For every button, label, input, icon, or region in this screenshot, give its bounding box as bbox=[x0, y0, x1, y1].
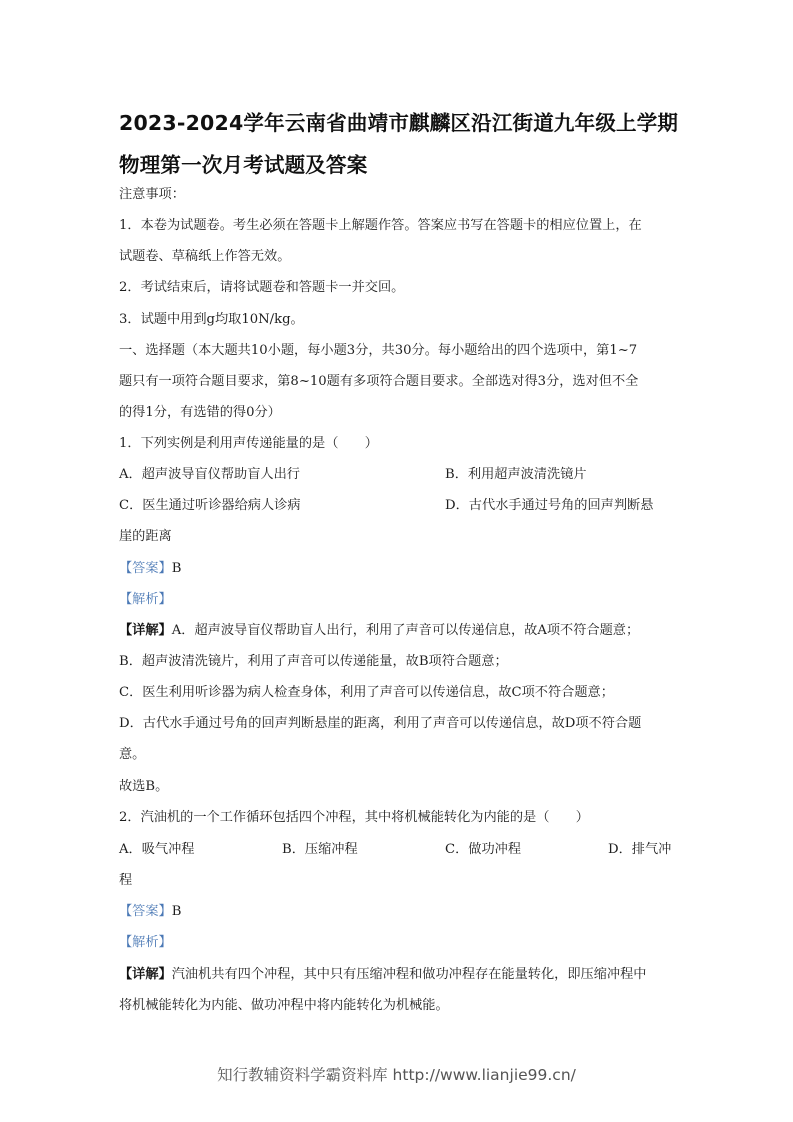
question-1-detail: 意。 bbox=[119, 747, 146, 762]
question-2-answer bbox=[119, 903, 679, 921]
notice-heading: 注意事项： bbox=[119, 187, 185, 202]
detail-text: A．超声波导盲仪帮助盲人出行，利用了声音可以传递信息，故A项不符合题意； bbox=[171, 623, 640, 638]
question-2-option-a: A．吸气冲程 bbox=[119, 842, 195, 857]
question-2-stem: 2．汽油机的一个工作循环包括四个冲程，其中将机械能转化为内能的是（ ） bbox=[119, 810, 589, 825]
question-1-analysis-heading bbox=[119, 591, 679, 609]
question-2-detail bbox=[119, 966, 679, 984]
page-title-line-2: 物理第一次月考试题及答案 bbox=[119, 153, 368, 177]
question-2-analysis-heading bbox=[119, 934, 679, 952]
question-1-detail: C．医生利用听诊器为病人检查身体，利用了声音可以传递信息，故C项不符合题意； bbox=[119, 685, 614, 700]
answer-value: B bbox=[171, 561, 182, 576]
footer-watermark: 知行教辅资料学霸资料库 http://www.lianjie99.cn/ bbox=[217, 1066, 576, 1084]
section-instructions: 一、选择题（本大题共10小题，每小题3分，共30分。每小题给出的四个选项中，第1~7 bbox=[119, 343, 638, 358]
question-1-option-a: A．超声波导盲仪帮助盲人出行 bbox=[119, 467, 300, 482]
page-title-line-1: 2023-2024学年云南省曲靖市麒麟区沿江街道九年级上学期 bbox=[119, 111, 679, 135]
question-1-option-d: D．古代水手通过号角的回声判断悬 bbox=[445, 498, 654, 513]
detail-tag: 【详解】 bbox=[119, 967, 172, 982]
notice-item: 试题卷、草稿纸上作答无效。 bbox=[119, 249, 291, 264]
question-2-option-b: B．压缩冲程 bbox=[282, 842, 358, 857]
detail-tag: 【详解】 bbox=[119, 623, 172, 638]
question-1-detail: D．古代水手通过号角的回声判断悬崖的距离，利用了声音可以传递信息，故D项不符合题 bbox=[119, 716, 642, 731]
question-1-answer bbox=[119, 560, 679, 578]
section-instructions: 的得1分，有选错的得0分） bbox=[119, 405, 281, 420]
analysis-tag: 【解析】 bbox=[119, 935, 172, 950]
question-1-detail bbox=[119, 622, 679, 640]
detail-text: 汽油机共有四个冲程，其中只有压缩冲程和做功冲程存在能量转化，即压缩冲程中 bbox=[171, 967, 647, 982]
question-1-option-d-continued: 崖的距离 bbox=[119, 529, 172, 544]
question-2-option-d: D．排气冲 bbox=[608, 842, 672, 857]
notice-item: 1．本卷为试题卷。考生必须在答题卡上解题作答。答案应书写在答题卡的相应位置上，在 bbox=[119, 218, 642, 233]
answer-tag: 【答案】 bbox=[119, 904, 172, 919]
analysis-tag: 【解析】 bbox=[119, 592, 172, 607]
question-1-stem: 1．下列实例是利用声传递能量的是（ ） bbox=[119, 436, 378, 451]
question-2-option-c: C．做功冲程 bbox=[445, 842, 522, 857]
question-1-conclusion: 故选B。 bbox=[119, 779, 169, 794]
question-1-option-b: B．利用超声波清洗镜片 bbox=[445, 467, 587, 482]
question-1-option-c: C．医生通过听诊器给病人诊病 bbox=[119, 498, 301, 513]
section-instructions: 题只有一项符合题目要求，第8~10题有多项符合题目要求。全部选对得3分，选对但不全 bbox=[119, 374, 639, 389]
answer-tag: 【答案】 bbox=[119, 561, 172, 576]
question-2-option-d-continued: 程 bbox=[119, 873, 133, 888]
question-1-detail: B．超声波清洗镜片，利用了声音可以传递能量，故B项符合题意； bbox=[119, 654, 508, 669]
question-2-detail: 将机械能转化为内能、做功冲程中将内能转化为机械能。 bbox=[119, 998, 449, 1013]
notice-item: 3．试题中用到g均取10N/kg。 bbox=[119, 312, 304, 327]
answer-value: B bbox=[171, 904, 182, 919]
notice-item: 2．考试结束后，请将试题卷和答题卡一并交回。 bbox=[119, 280, 405, 295]
